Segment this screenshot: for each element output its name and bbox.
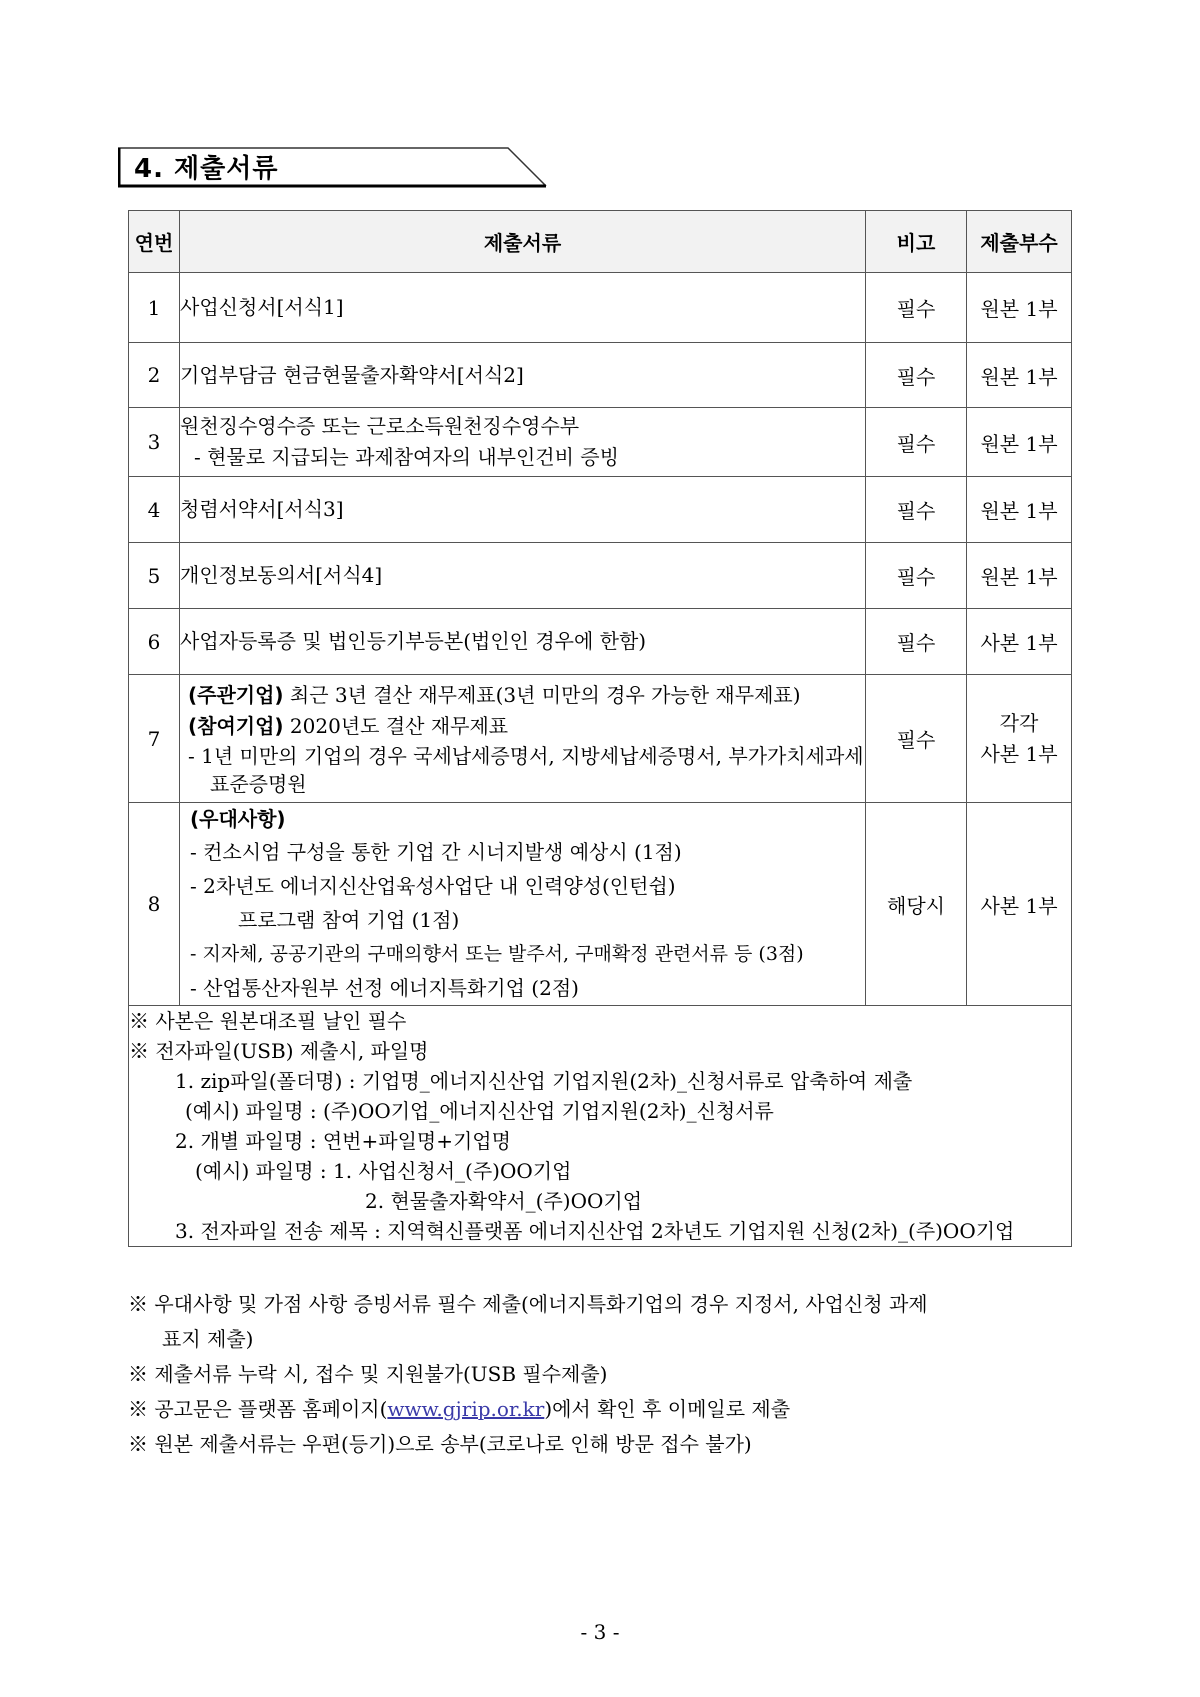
row-copies: 사본 1부 xyxy=(967,609,1072,675)
bottom-note: ※ 우대사항 및 가점 사항 증빙서류 필수 제출(에너지특화기업의 경우 지정서, 사업신청 과제 xyxy=(128,1292,928,1316)
participant-company-text: 2020년도 결산 재무제표 xyxy=(283,713,509,738)
table-row xyxy=(129,477,1072,543)
row-number: 7 xyxy=(129,675,180,803)
header-no: 연번 xyxy=(129,211,180,273)
table-notes xyxy=(129,1006,1072,1247)
row-note: 필수 xyxy=(866,477,967,543)
row-note: 해당시 xyxy=(866,803,967,1006)
participant-company-label: (참여기업) xyxy=(188,713,284,738)
row-number: 8 xyxy=(129,803,180,1006)
row-document xyxy=(180,675,866,803)
header-docs: 제출서류 xyxy=(180,211,866,273)
table-row xyxy=(129,543,1072,609)
row-document xyxy=(180,803,866,1006)
bottom-note-text: ※ 공고문은 플랫폼 홈페이지( xyxy=(128,1397,388,1421)
row-document-line xyxy=(188,680,865,711)
host-company-label: (주관기업) xyxy=(188,682,284,707)
preferential-label-text: (우대사항) xyxy=(190,807,286,831)
table-row xyxy=(129,408,1072,477)
row-copies: 원본 1부 xyxy=(967,543,1072,609)
row-copies: 원본 1부 xyxy=(967,343,1072,408)
row-copies: 사본 1부 xyxy=(967,803,1072,1006)
row-note: 필수 xyxy=(866,408,967,477)
table-row xyxy=(129,273,1072,343)
row-copies-line: 사본 1부 xyxy=(980,741,1058,766)
row-document-line: 청렴서약서[서식3] xyxy=(180,497,344,521)
row-document xyxy=(180,408,866,477)
row-number: 6 xyxy=(129,609,180,675)
section-title xyxy=(118,142,548,190)
row-document xyxy=(180,273,866,343)
preferential-item: - 산업통산자원부 선정 에너지특화기업 (2점) xyxy=(190,976,579,1000)
row-document-subline: - 1년 미만의 기업의 경우 국세납세증명서, 지방세납세증명서, 부가가치세과세표준증명원 xyxy=(188,743,864,796)
table-row xyxy=(129,675,1072,803)
note-line: 1. zip파일(폴더명) : 기업명_에너지신산업 기업지원(2차)_신청서류로 압축하여 제출 xyxy=(175,1069,913,1093)
preferential-item: - 지자체, 공공기관의 구매의향서 또는 발주서, 구매확정 관련서류 등 (3점) xyxy=(190,943,804,965)
table-row xyxy=(129,343,1072,408)
bottom-note: ※ 제출서류 누락 시, 접수 및 지원불가(USB 필수제출) xyxy=(128,1362,608,1386)
table-row xyxy=(129,609,1072,675)
homepage-link[interactable]: www.gjrip.or.kr xyxy=(387,1397,545,1421)
row-document-line: 기업부담금 현금현물출자확약서[서식2] xyxy=(180,362,524,387)
note-line: ※ 전자파일(USB) 제출시, 파일명 xyxy=(129,1039,429,1063)
bottom-note-text: )에서 확인 후 이메일로 제출 xyxy=(544,1397,791,1421)
bottom-note: ※ 원본 제출서류는 우편(등기)으로 송부(코로나로 인해 방문 접수 불가) xyxy=(128,1432,752,1456)
row-note: 필수 xyxy=(866,543,967,609)
row-copies: 원본 1부 xyxy=(967,477,1072,543)
bottom-notes xyxy=(128,1287,1088,1462)
row-document-line: 개인정보동의서[서식4] xyxy=(180,563,383,587)
row-document xyxy=(180,609,866,675)
row-document xyxy=(180,543,866,609)
host-company-text: 최근 3년 결산 재무제표(3년 미만의 경우 가능한 재무제표) xyxy=(283,682,801,707)
row-number: 5 xyxy=(129,543,180,609)
documents-table xyxy=(128,210,1072,1247)
row-copies xyxy=(967,675,1072,803)
row-note: 필수 xyxy=(866,343,967,408)
table-header-row xyxy=(129,211,1072,273)
row-copies: 원본 1부 xyxy=(967,408,1072,477)
header-note: 비고 xyxy=(866,211,967,273)
row-document xyxy=(180,343,866,408)
header-copies: 제출부수 xyxy=(967,211,1072,273)
row-document-line: 사업자등록증 및 법인등기부등본(법인인 경우에 한함) xyxy=(180,629,647,653)
preferential-item: - 2차년도 에너지신산업육성사업단 내 인력양성(인턴쉽) xyxy=(190,874,676,898)
section-title-text: 4. 제출서류 xyxy=(134,154,279,184)
row-document-subline: - 현물로 지급되는 과제참여자의 내부인건비 증빙 xyxy=(194,445,619,469)
page-number: - 3 - xyxy=(580,1620,620,1644)
row-number: 4 xyxy=(129,477,180,543)
row-copies-line: 각각 xyxy=(999,710,1039,735)
row-number: 1 xyxy=(129,273,180,343)
row-note: 필수 xyxy=(866,273,967,343)
note-line: 2. 개별 파일명 : 연번+파일명+기업명 xyxy=(175,1129,511,1153)
preferential-item-cont: 프로그램 참여 기업 (1점) xyxy=(238,908,460,932)
row-note: 필수 xyxy=(866,609,967,675)
note-line: 3. 전자파일 전송 제목 : 지역혁신플랫폼 에너지신산업 2차년도 기업지원 신청(2차)_(주)OO기업 xyxy=(175,1219,1015,1243)
bottom-note-cont: 표지 제출) xyxy=(162,1327,254,1351)
row-document xyxy=(180,477,866,543)
preferential-item: - 컨소시엄 구성을 통한 기업 간 시너지발생 예상시 (1점) xyxy=(190,840,682,864)
row-number: 3 xyxy=(129,408,180,477)
note-line: ※ 사본은 원본대조필 날인 필수 xyxy=(129,1009,407,1033)
preferential-label xyxy=(190,803,865,835)
bottom-note xyxy=(128,1392,1088,1427)
note-line: (예시) 파일명 : 1. 사업신청서_(주)OO기업 xyxy=(195,1159,572,1183)
row-document-line: 원천징수영수증 또는 근로소득원천징수영수부 xyxy=(180,414,580,438)
table-notes-row xyxy=(129,1006,1072,1247)
table-row xyxy=(129,803,1072,1006)
row-document-line xyxy=(188,711,865,742)
row-copies: 원본 1부 xyxy=(967,273,1072,343)
row-number: 2 xyxy=(129,343,180,408)
row-note: 필수 xyxy=(866,675,967,803)
note-line: 2. 현물출자확약서_(주)OO기업 xyxy=(365,1189,643,1213)
note-line: (예시) 파일명 : (주)OO기업_에너지신산업 기업지원(2차)_신청서류 xyxy=(185,1099,774,1123)
row-document-line: 사업신청서[서식1] xyxy=(180,295,344,319)
